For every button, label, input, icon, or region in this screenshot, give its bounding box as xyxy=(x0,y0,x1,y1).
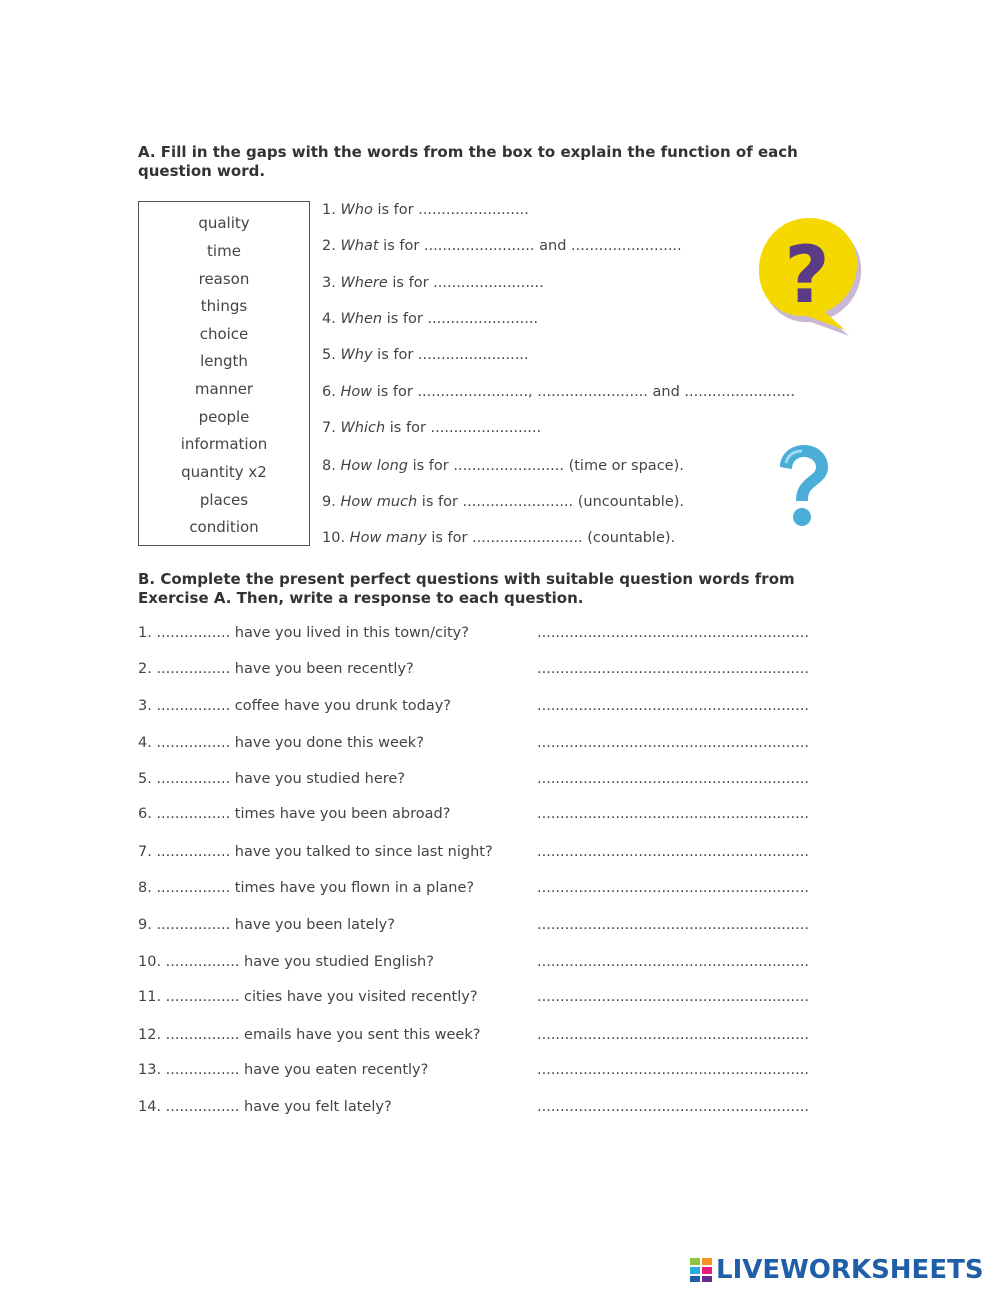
gap-item-8[interactable]: 8. How long is for ........................ (time or space). xyxy=(322,458,684,474)
answer-line[interactable]: ........................................................... xyxy=(537,954,809,970)
question-bubble-icon xyxy=(757,214,865,338)
word-box xyxy=(138,201,310,546)
word-box-item: manner xyxy=(194,380,254,398)
question-line[interactable]: 5. ................ have you studied here? xyxy=(138,771,406,787)
question-line[interactable]: 2. ................ have you been recently? xyxy=(138,661,414,677)
answer-line[interactable]: ........................................................... xyxy=(537,735,809,751)
gap-item-1[interactable]: 1. Who is for ........................ xyxy=(322,202,529,218)
answer-line[interactable]: ........................................................... xyxy=(537,989,809,1005)
gap-item-10[interactable]: 10. How many is for ........................ (countable). xyxy=(322,530,676,546)
answer-line[interactable]: ........................................................... xyxy=(537,844,809,860)
answer-line[interactable]: ........................................................... xyxy=(537,625,809,641)
word-box-item: things xyxy=(200,297,248,315)
question-line[interactable]: 12. ................ emails have you sent this week? xyxy=(138,1027,481,1043)
word-box-item: time xyxy=(207,242,241,260)
question-mark-icon xyxy=(772,443,834,529)
word-box-item: quality xyxy=(198,214,250,232)
word-box-item: people xyxy=(198,408,250,426)
question-line[interactable]: 13. ................ have you eaten recently? xyxy=(138,1062,429,1078)
question-line[interactable]: 9. ................ have you been lately? xyxy=(138,917,395,933)
question-line[interactable]: 14. ................ have you felt lately? xyxy=(138,1099,392,1115)
word-box-item: choice xyxy=(199,325,249,343)
answer-line[interactable]: ........................................................... xyxy=(537,880,809,896)
liveworksheets-logo-text: LIVEWORKSHEETS xyxy=(716,1255,984,1285)
liveworksheets-logo-icon xyxy=(690,1258,712,1282)
answer-line[interactable]: ........................................................... xyxy=(537,661,809,677)
answer-line[interactable]: ........................................................... xyxy=(537,917,809,933)
word-box-item: information xyxy=(180,435,268,453)
question-mark-glyph: ? xyxy=(784,231,830,321)
section-a-heading: A. Fill in the gaps with the words from the box to explain the function of each question word. xyxy=(138,143,798,180)
answer-line[interactable]: ........................................................... xyxy=(537,1027,809,1043)
answer-line[interactable]: ........................................................... xyxy=(537,771,809,787)
word-box-item: places xyxy=(199,491,249,509)
gap-item-3[interactable]: 3. Where is for ........................ xyxy=(322,275,544,291)
word-box-item: length xyxy=(200,352,248,370)
answer-line[interactable]: ........................................................... xyxy=(537,698,809,714)
gap-item-6[interactable]: 6. How is for ........................, ........................ and ........................ xyxy=(322,384,796,400)
question-line[interactable]: 3. ................ coffee have you drunk today? xyxy=(138,698,451,714)
gap-item-2[interactable]: 2. What is for ........................ and ........................ xyxy=(322,238,682,254)
gap-item-5[interactable]: 5. Why is for ........................ xyxy=(322,347,529,363)
word-box-item: reason xyxy=(198,270,250,288)
word-box-item: quantity x2 xyxy=(181,463,267,481)
word-box-item: condition xyxy=(189,518,259,536)
question-line[interactable]: 10. ................ have you studied English? xyxy=(138,954,434,970)
answer-line[interactable]: ........................................................... xyxy=(537,1099,809,1115)
question-line[interactable]: 8. ................ times have you flown in a plane? xyxy=(138,880,475,896)
liveworksheets-logo[interactable] xyxy=(690,1253,984,1287)
question-line[interactable]: 6. ................ times have you been abroad? xyxy=(138,806,451,822)
section-b-heading: B. Complete the present perfect questions with suitable question words from Exercise A. Then, write a response to each question. xyxy=(138,570,795,607)
question-line[interactable]: 1. ................ have you lived in this town/city? xyxy=(138,625,469,641)
question-line[interactable]: 11. ................ cities have you visited recently? xyxy=(138,989,478,1005)
question-line[interactable]: 4. ................ have you done this week? xyxy=(138,735,424,751)
answer-line[interactable]: ........................................................... xyxy=(537,1062,809,1078)
gap-item-9[interactable]: 9. How much is for ........................ (uncountable). xyxy=(322,494,685,510)
gap-item-4[interactable]: 4. When is for ........................ xyxy=(322,311,539,327)
question-line[interactable]: 7. ................ have you talked to since last night? xyxy=(138,844,493,860)
answer-line[interactable]: ........................................................... xyxy=(537,806,809,822)
gap-item-7[interactable]: 7. Which is for ........................ xyxy=(322,420,542,436)
